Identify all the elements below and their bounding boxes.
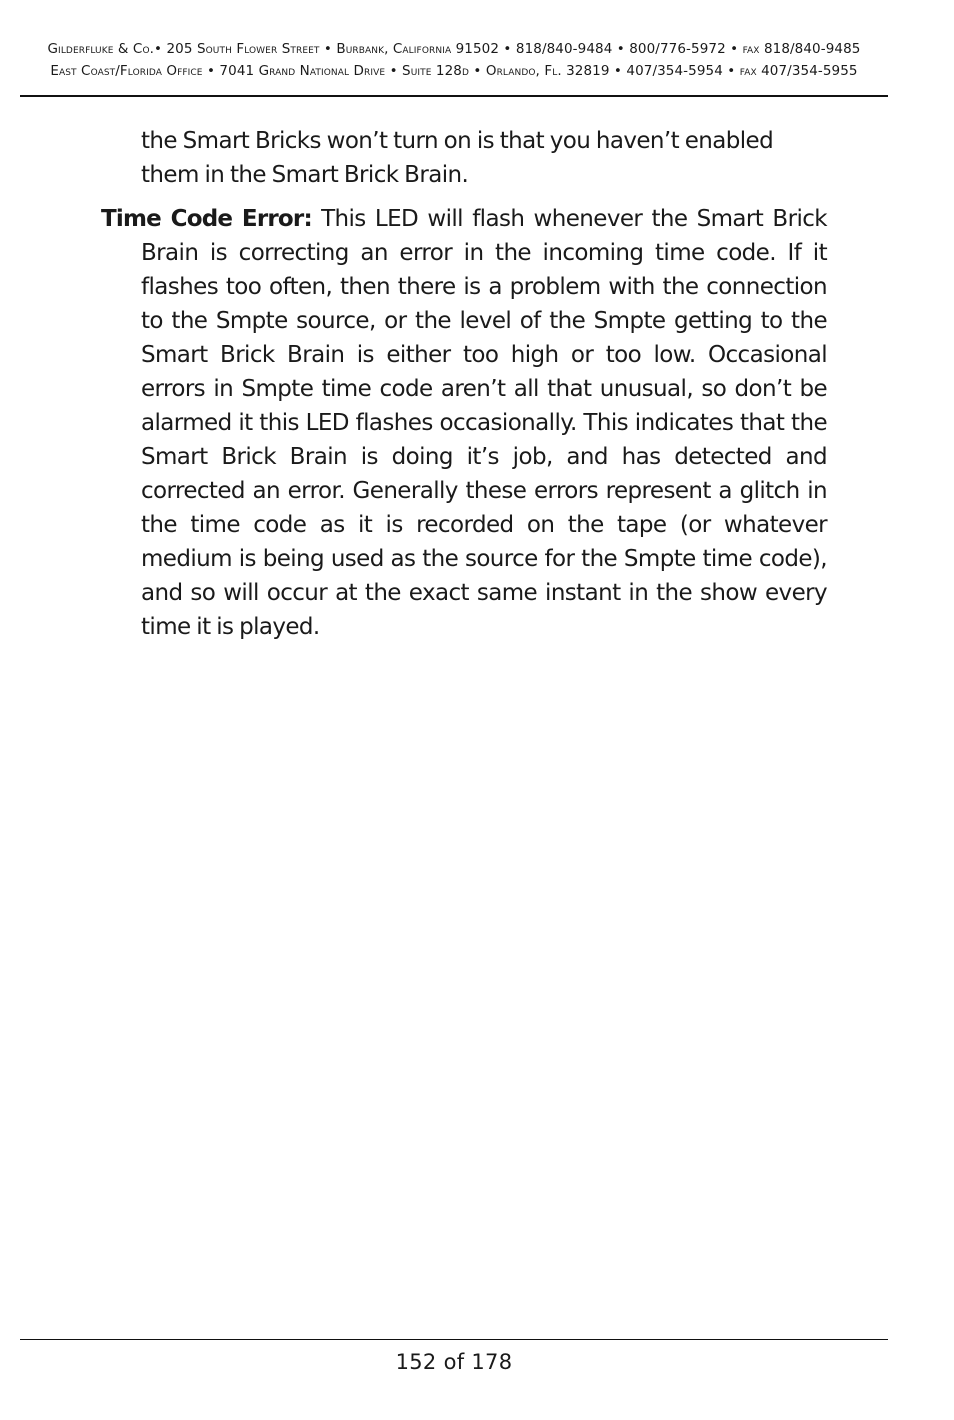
continuation-paragraph: the Smart Bricks won’t turn on is that you haven’t enabled them in the Smart Brick Brain. <box>141 128 774 188</box>
header-address-line-2: East Coast/Florida Office • 7041 Grand National Drive • Suite 128d • Orlando, Fl. 32819 • 407/354-5954 • fax 407/354-5955 <box>50 63 858 79</box>
page-header <box>20 38 888 82</box>
header-address-line-1: Gilderfluke & Co.• 205 South Flower Street • Burbank, California 91502 • 818/840-9484 • 800/776-5972 • fax 818/840-9485 <box>47 41 861 57</box>
header-divider <box>20 95 888 97</box>
footer-divider <box>20 1339 888 1340</box>
time-code-error-term: Time Code Error: <box>101 206 312 232</box>
time-code-error-entry <box>101 202 827 644</box>
time-code-error-description: This LED will flash whenever the Smart Brick Brain is correcting an error in the incoming time code. If it flashes too often, then there is a problem with the connection to the Smpte source, or the level of the Smpte getting to the Smart Brick Brain is either too high or too low. Occasional errors in Smpte time code aren’t all that unusual, so don’t be alarmed it this LED flashes occasionally. This indicates that the Smart Brick Brain is doing it’s job, and has detected and corrected an error. Generally these errors represent a glitch in the time code as it is recorded on the tape (or whatever medium is being used as the source for the Smpte time code), and so will occur at the exact same instant in the show every time it is played. <box>141 206 827 640</box>
page-body <box>0 124 954 644</box>
page-number: 152 of 178 <box>395 1350 513 1374</box>
